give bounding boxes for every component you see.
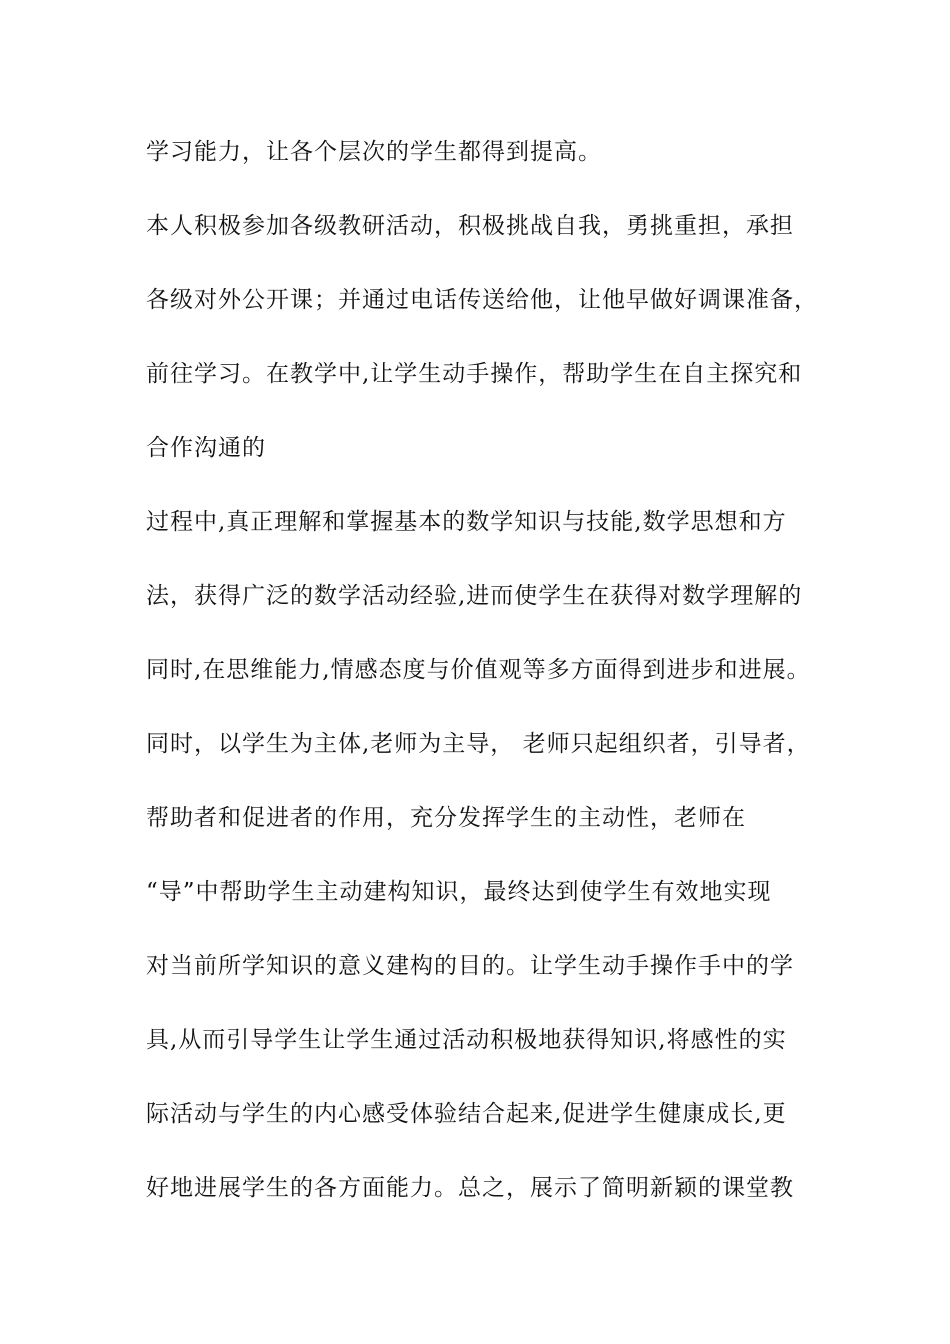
paragraph-line: 好地进展学生的各方面能力。总之，展示了简明新颖的课堂教 xyxy=(146,1175,794,1201)
paragraph-line: 各级对外公开课；并通过电话传送给他，让他早做好调课准备， xyxy=(146,287,818,313)
paragraph-line: 法，获得广泛的数学活动经验,进而使学生在获得对数学理解的 xyxy=(146,583,803,609)
paragraph-line: 同时,在思维能力,情感态度与价值观等多方面得到进步和进展。 xyxy=(146,657,811,683)
paragraph-line: 对当前所学知识的意义建构的目的。让学生动手操作手中的学 xyxy=(146,953,794,979)
paragraph-line: “导”中帮助学生主动建构知识，最终达到使学生有效地实现 xyxy=(146,879,772,905)
paragraph-line: 帮助者和促进者的作用，充分发挥学生的主动性，老师在 xyxy=(146,805,746,831)
paragraph-line: 学习能力，让各个层次的学生都得到提高。 xyxy=(146,139,602,165)
paragraph-line: 具,从而引导学生让学生通过活动积极地获得知识,将感性的实 xyxy=(146,1027,787,1053)
paragraph-line: 过程中,真正理解和掌握基本的数学知识与技能,数学思想和方 xyxy=(146,509,787,535)
paragraph-line: 合作沟通的 xyxy=(146,435,266,461)
paragraph-line: 同时，以学生为主体,老师为主导， 老师只起组织者，引导者， xyxy=(146,731,811,757)
paragraph-line: 本人积极参加各级教研活动，积极挑战自我，勇挑重担，承担 xyxy=(146,213,794,239)
paragraph-line: 际活动与学生的内心感受体验结合起来,促进学生健康成长,更 xyxy=(146,1101,787,1127)
paragraph-line: 前往学习。在教学中,让学生动手操作，帮助学生在自主探究和 xyxy=(146,361,803,387)
